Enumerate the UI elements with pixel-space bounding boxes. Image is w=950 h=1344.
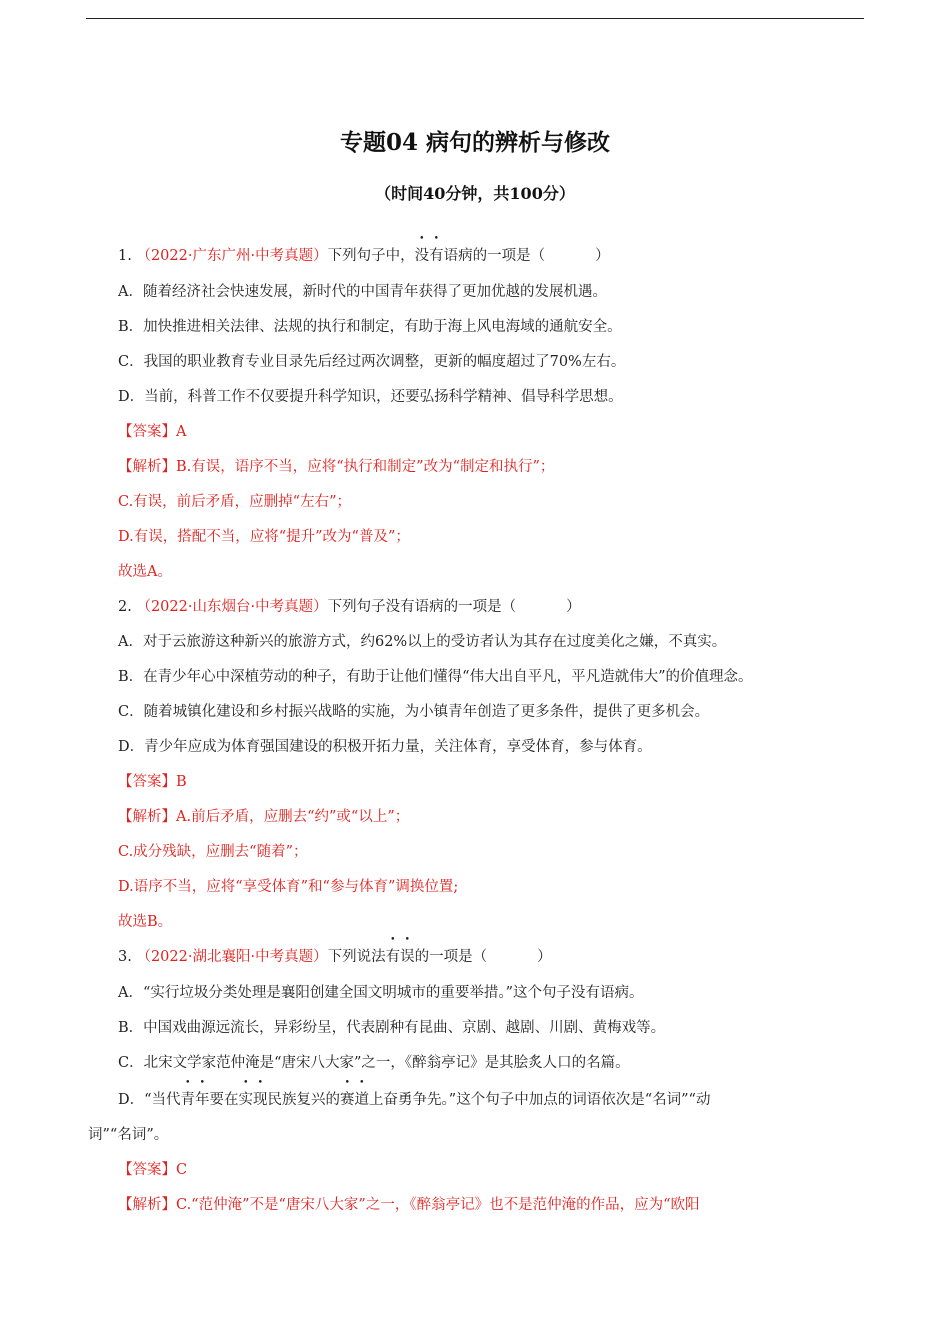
- q1-stem: 1. （2022·广东广州·中考真题）下列句子中，没有语病的一项是（ ）: [118, 248, 610, 264]
- q3-option-c: C．北宋文学家范仲淹是“唐宋八大家”之一，《醉翁亭记》是其脍炙人口的名篇。: [118, 1055, 630, 1071]
- q3-option-d-continued: 词”“名词”。: [88, 1127, 169, 1143]
- q1-analysis: 【解析】B.有误，语序不当，应将“执行和制定”改为“制定和执行”；: [118, 459, 555, 475]
- q3-option-a: A．“实行垃圾分类处理是襄阳创建全国文明城市的重要举措。”这个句子没有语病。: [118, 985, 644, 1001]
- q1-source: （2022·广东广州·中考真题）: [136, 248, 328, 264]
- q3-emphasis-char: 实: [238, 1092, 254, 1108]
- q1-number: 1.: [118, 248, 132, 264]
- q3-emphasis-char: 道: [354, 1092, 370, 1108]
- q1-answer: 【答案】A: [118, 424, 187, 440]
- q2-option-d: D．青少年应成为体育强国建设的积极开拓力量，关注体育，享受体育，参与体育。: [118, 739, 652, 755]
- header-rule: [86, 18, 864, 19]
- page-title: 专题04 病句的辨析与修改: [339, 129, 610, 156]
- q1-option-d: D．当前，科普工作不仅要提升科学知识，还要弘扬科学精神、倡导科学思想。: [118, 389, 623, 405]
- q3-number: 3.: [118, 949, 132, 965]
- q3-emphasis-char: 现: [253, 1092, 268, 1108]
- q2-option-c: C．随着城镇化建设和乡村振兴战略的实施，为小镇青年创造了更多条件，提供了更多机会。: [118, 704, 710, 720]
- page-subtitle: （时间40分钟，共100分）: [375, 184, 575, 203]
- q3-stem: 3. （2022·湖北襄阳·中考真题）下列说法有误的一项是（ ）: [118, 949, 552, 965]
- q2-option-b: B．在青少年心中深植劳动的种子，有助于让他们懂得“伟大出自平凡，平凡造就伟大”的价值理念。: [118, 669, 753, 685]
- q2-analysis: 【解析】A.前后矛盾，应删去“约”或“以上”；: [118, 809, 410, 825]
- q2-stem: 2. （2022·山东烟台·中考真题）下列句子没有语病的一项是（ ）: [118, 599, 581, 615]
- q3-option-d: D．“当代青年要在实现民族复兴的赛道上奋勇争先。”这个句子中加点的词语依次是“名词”“动: [118, 1092, 711, 1108]
- q3-emphasis-char: 赛: [340, 1092, 355, 1108]
- q2-analysis-line: C.成分残缺，应删去“随着”；: [118, 844, 308, 860]
- q2-source: （2022·山东烟台·中考真题）: [136, 599, 328, 615]
- q3-source: （2022·湖北襄阳·中考真题）: [136, 949, 328, 965]
- q2-analysis-line: D.语序不当，应将“享受体育”和“参与体育”调换位置;: [118, 879, 459, 895]
- q1-emphasis-char: 没: [414, 248, 430, 264]
- q3-answer: 【答案】C: [118, 1162, 188, 1178]
- q1-option-b: B．加快推进相关法律、法规的执行和制定，有助于海上风电海域的通航安全。: [118, 319, 622, 335]
- q3-emphasis-char: 青: [180, 1092, 196, 1108]
- q1-option-c: C．我国的职业教育专业目录先后经过两次调整，更新的幅度超过了70%左右。: [118, 354, 626, 370]
- q3-analysis: 【解析】C.“范仲淹”不是“唐宋八大家”之一，《醉翁亭记》也不是范仲淹的作品，应为“欧阳: [118, 1197, 700, 1213]
- q2-conclusion: 故选B。: [118, 914, 173, 930]
- q2-option-a: A．对于云旅游这种新兴的旅游方式，约62%以上的受访者认为其存在过度美化之嫌，不真实。: [118, 634, 727, 650]
- q1-analysis-line: C.有误，前后矛盾，应删掉“左右”；: [118, 494, 352, 510]
- q3-emphasis-char: 误: [400, 949, 415, 965]
- q3-option-b: B．中国戏曲源远流长，异彩纷呈，代表剧种有昆曲、京剧、越剧、川剧、黄梅戏等。: [118, 1020, 666, 1036]
- q1-option-a: A．随着经济社会快速发展，新时代的中国青年获得了更加优越的发展机遇。: [118, 284, 607, 300]
- q1-conclusion: 故选A。: [118, 564, 172, 580]
- q3-emphasis-char: 有: [385, 949, 401, 965]
- q1-analysis-line: D.有误，搭配不当，应将“提升”改为“普及”；: [118, 529, 410, 545]
- q2-number: 2.: [118, 599, 132, 615]
- q2-answer: 【答案】B: [118, 774, 187, 790]
- q1-emphasis-char: 有: [429, 248, 444, 264]
- q3-emphasis-char: 年: [195, 1092, 210, 1108]
